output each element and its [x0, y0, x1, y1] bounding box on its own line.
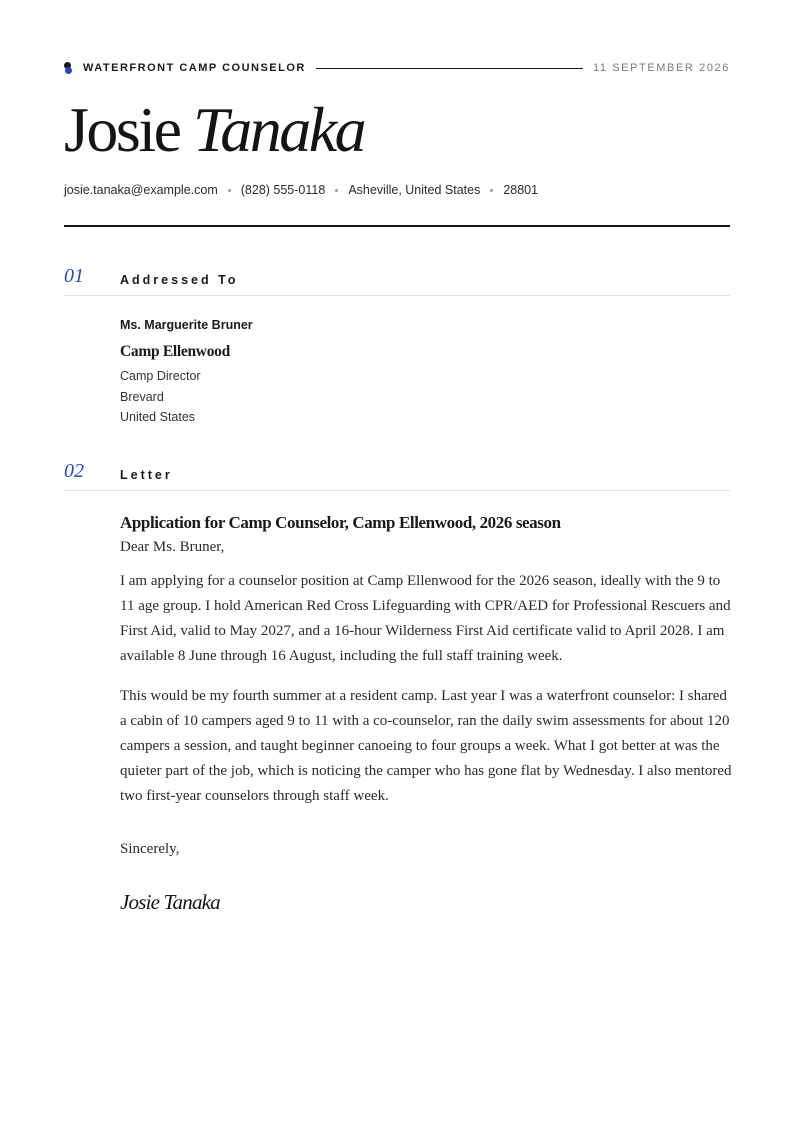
contact-phone[interactable]: (828) 555-0118 [240, 183, 326, 197]
section-divider [64, 295, 730, 296]
last-name: Tanaka [193, 94, 365, 165]
letter-subject: Application for Camp Counselor, Camp Ellenwood, 2026 season [120, 513, 561, 532]
section-number: 01 [64, 265, 84, 287]
recipient-name: Ms. Marguerite Bruner [120, 318, 253, 332]
letter-date: 11 SEPTEMBER 2026 [592, 62, 730, 74]
brand-dots-icon [64, 61, 76, 75]
separator-dot [490, 189, 493, 192]
job-role: WATERFRONT CAMP COUNSELOR [83, 62, 306, 74]
header-strip [64, 61, 730, 75]
letter-closing: Sincerely, [120, 841, 180, 857]
section-title: Letter [120, 468, 173, 482]
header-divider [316, 68, 583, 69]
signature: Josie Tanaka [120, 890, 220, 914]
letter-paragraph: I am applying for a counselor position at Camp Ellenwood for the 2026 season, ideally with the 9 to 11 age group. I hold American Red Cross Lifeguarding with CPR/AED for Professional Rescuers and First Aid, valid to May 2027, and a 16-hour Wilderness First Aid certificate valid to April 2028. I am available 8 June through 16 August, including the full staff training week. [120, 573, 731, 664]
section-addressed-to [64, 265, 730, 295]
contact-email[interactable]: josie.tanaka@example.com [64, 183, 218, 197]
section-number: 02 [64, 460, 84, 482]
recipient-block [120, 317, 720, 428]
section-title: Addressed To [120, 273, 239, 287]
applicant-name [64, 92, 364, 168]
separator-dot [228, 189, 231, 192]
recipient-title: Camp Director [120, 369, 201, 383]
contact-line [64, 183, 538, 197]
letter-body [120, 512, 732, 915]
recipient-company: Camp Ellenwood [120, 343, 230, 360]
contact-postal-code: 28801 [503, 183, 539, 197]
separator-dot [335, 189, 338, 192]
contact-location: Asheville, United States [348, 183, 481, 197]
first-name: Josie [64, 94, 180, 165]
recipient-city: Brevard [120, 389, 164, 404]
letter-salutation: Dear Ms. Bruner, [120, 539, 225, 555]
section-divider [64, 490, 730, 491]
recipient-country: United States [120, 410, 196, 424]
section-letter [64, 460, 730, 490]
letter-paragraph: This would be my fourth summer at a resident camp. Last year I was a waterfront counselor: I shared a cabin of 10 campers aged 9 to 11 with a co-counselor, ran the daily swim assessments for about 120 campers a session, and taught beginner canoeing to four groups a week. What I got better at was the quieter part of the job, which is noticing the camper who has gone flat by Wednesday. I also mentored two first-year counselors through staff week. [120, 688, 732, 804]
header-rule [64, 225, 730, 227]
